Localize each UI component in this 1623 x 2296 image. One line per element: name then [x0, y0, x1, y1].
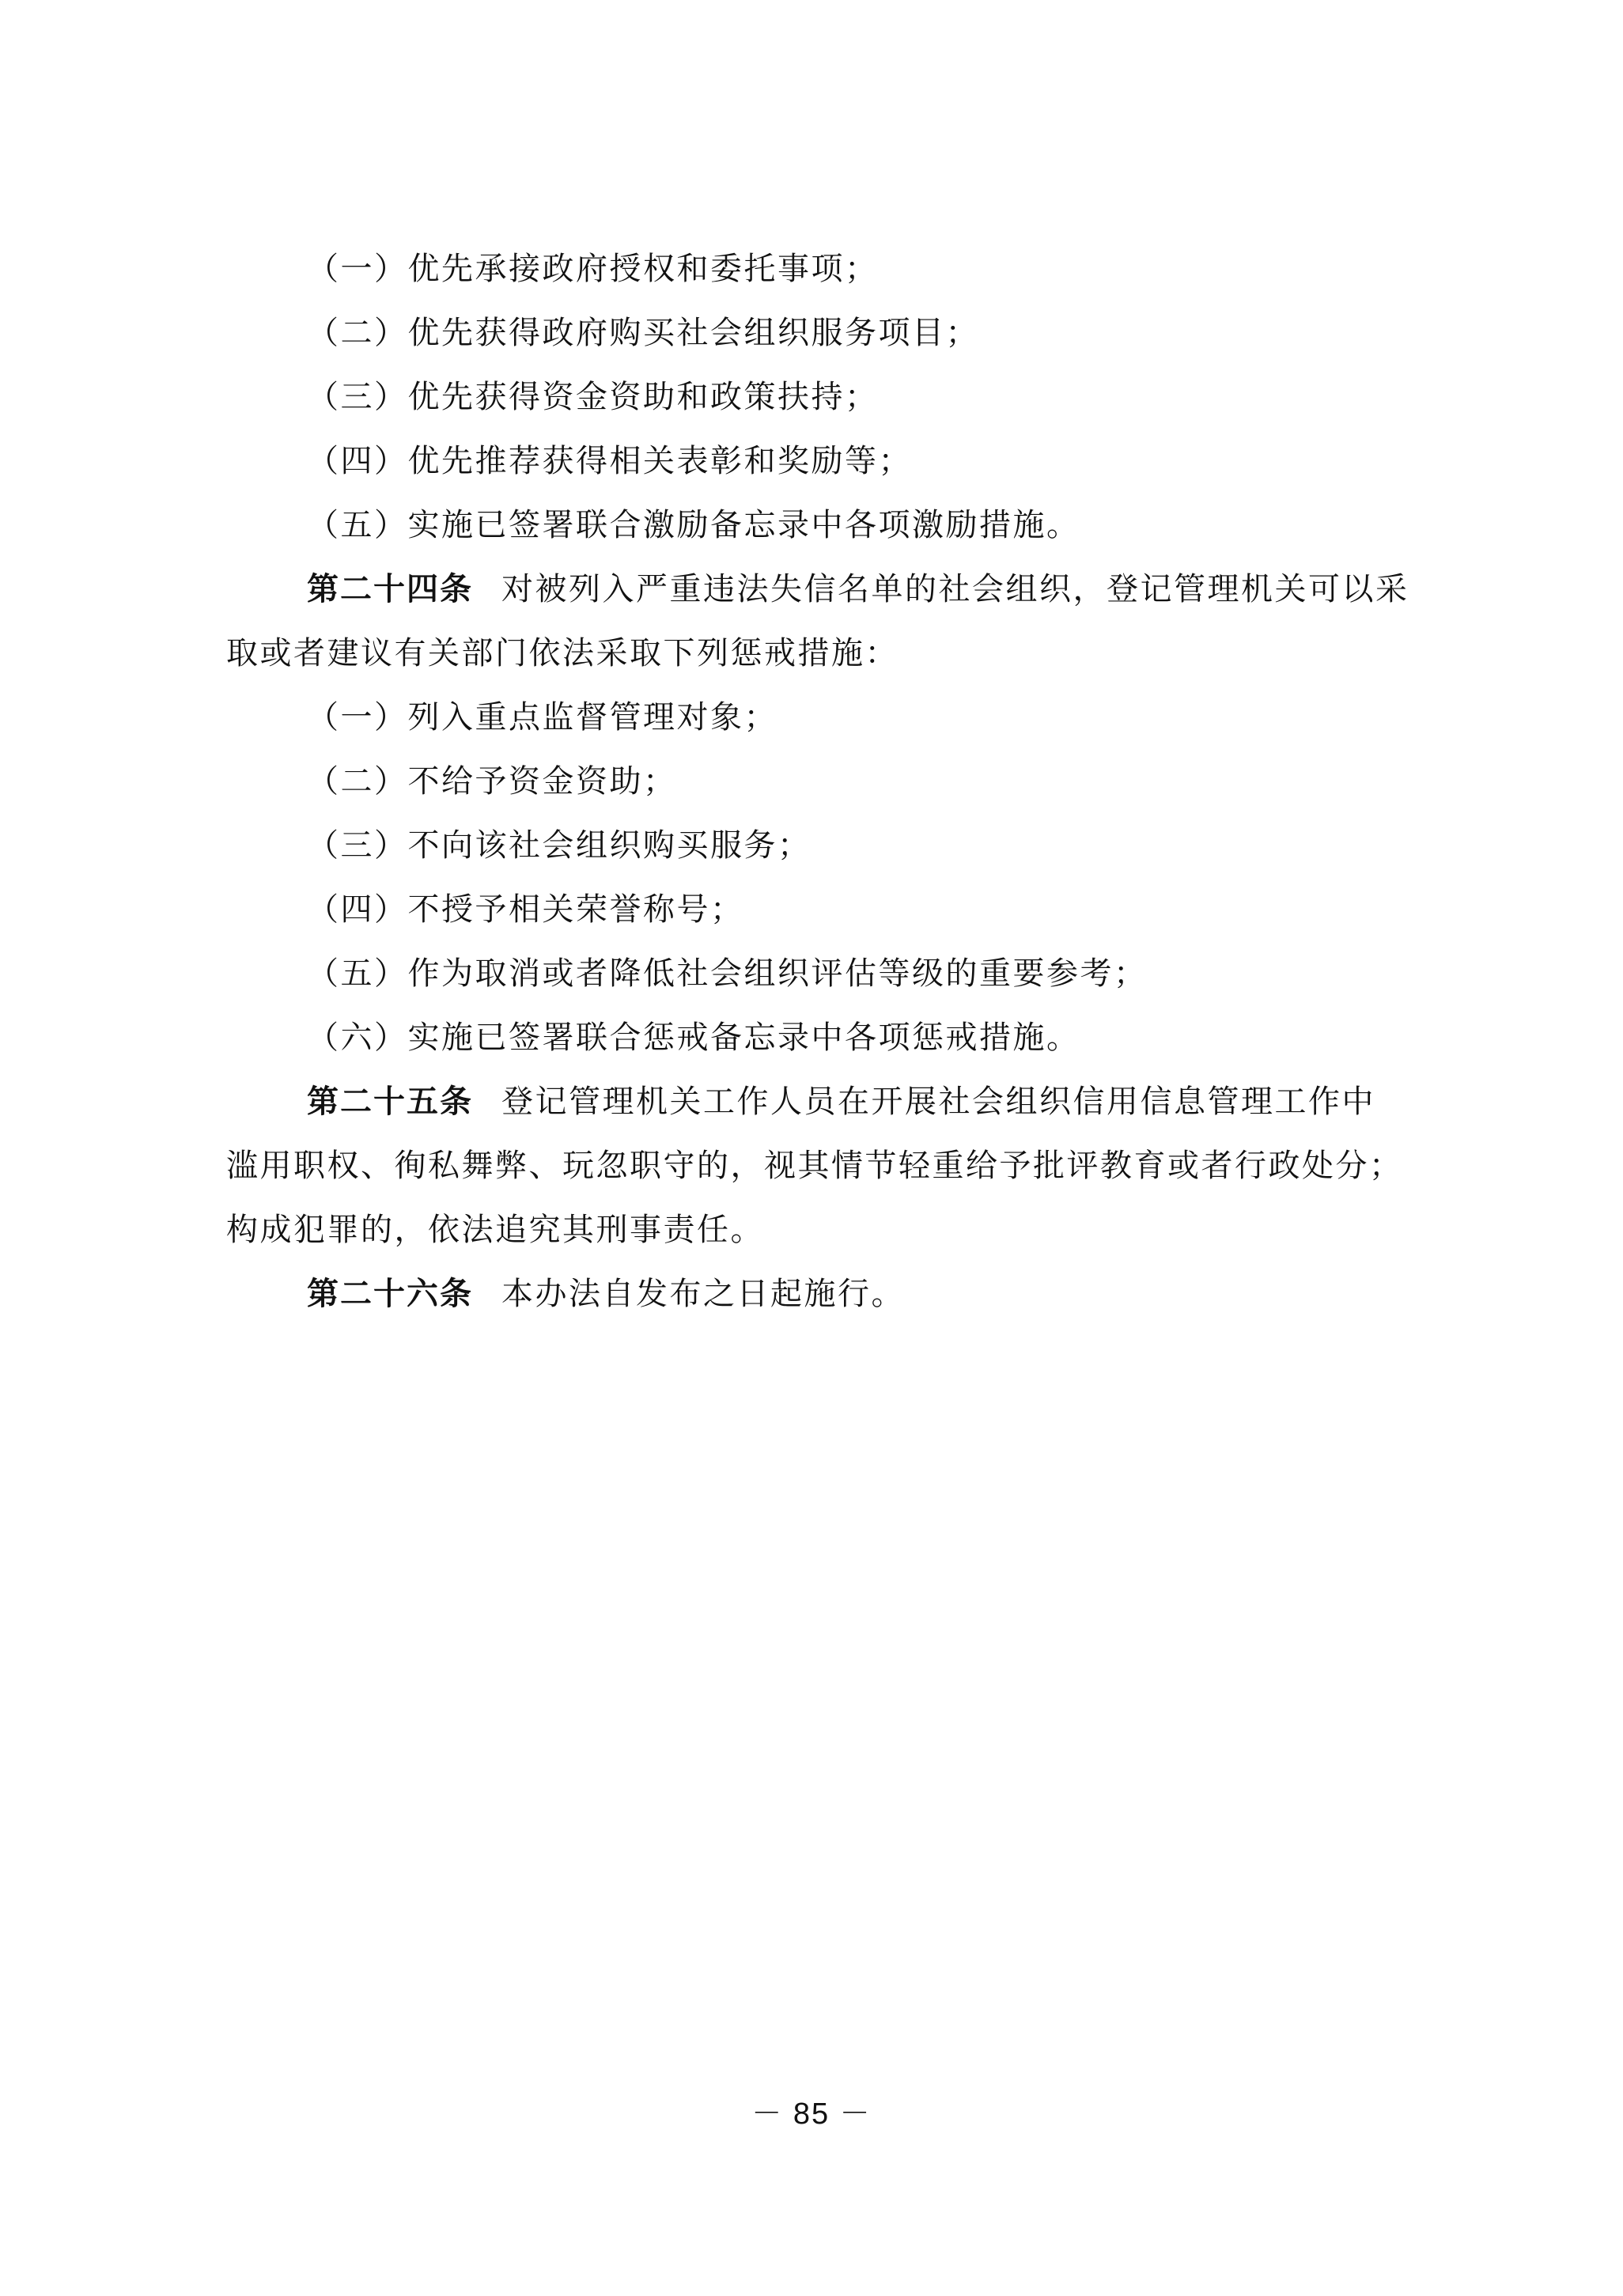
article-24-line2: 取或者建议有关部门依法采取下列惩戒措施： — [226, 635, 899, 671]
article-25-line1: 登记管理机关工作人员在开展社会组织信用信息管理工作中 — [501, 1084, 1375, 1120]
list-item: （一）列入重点监督管理对象； — [307, 699, 777, 736]
list-item: （三）不向该社会组织购买服务； — [307, 827, 812, 864]
page-number: － 85 － — [751, 2097, 872, 2131]
list-item: （六）实施已签署联合惩戒备忘录中各项惩戒措施。 — [307, 1019, 1080, 1056]
article-26-line1: 本办法自发布之日起施行。 — [501, 1276, 905, 1312]
list-item: （五）实施已签署联合激励备忘录中各项激励措施。 — [307, 507, 1080, 543]
list-item: （四）不授予相关荣誉称号； — [307, 891, 744, 928]
article-25-title: 第二十五条 — [307, 1084, 473, 1120]
article-26-title: 第二十六条 — [307, 1276, 473, 1312]
article-25-line3: 构成犯罪的，依法追究其刑事责任。 — [226, 1212, 764, 1248]
article-26-paragraph — [307, 1272, 905, 1316]
list-item: （五）作为取消或者降低社会组织评估等级的重要参考； — [307, 955, 1148, 992]
list-item: （四）优先推荐获得相关表彰和奖励等； — [307, 443, 912, 479]
list-item: （三）优先获得资金资助和政策扶持； — [307, 379, 879, 415]
article-25-line2: 滥用职权、徇私舞弊、玩忽职守的，视其情节轻重给予批评教育或者行政处分； — [226, 1148, 1403, 1184]
article-25-paragraph — [307, 1080, 1375, 1124]
article-24-paragraph — [307, 567, 1409, 611]
list-item: （一）优先承接政府授权和委托事项； — [307, 251, 879, 287]
list-item: （二）不给予资金资助； — [307, 763, 677, 800]
article-24-title: 第二十四条 — [307, 571, 473, 607]
article-24-line1: 对被列入严重违法失信名单的社会组织，登记管理机关可以采 — [501, 571, 1409, 607]
list-item: （二）优先获得政府购买社会组织服务项目； — [307, 315, 979, 351]
